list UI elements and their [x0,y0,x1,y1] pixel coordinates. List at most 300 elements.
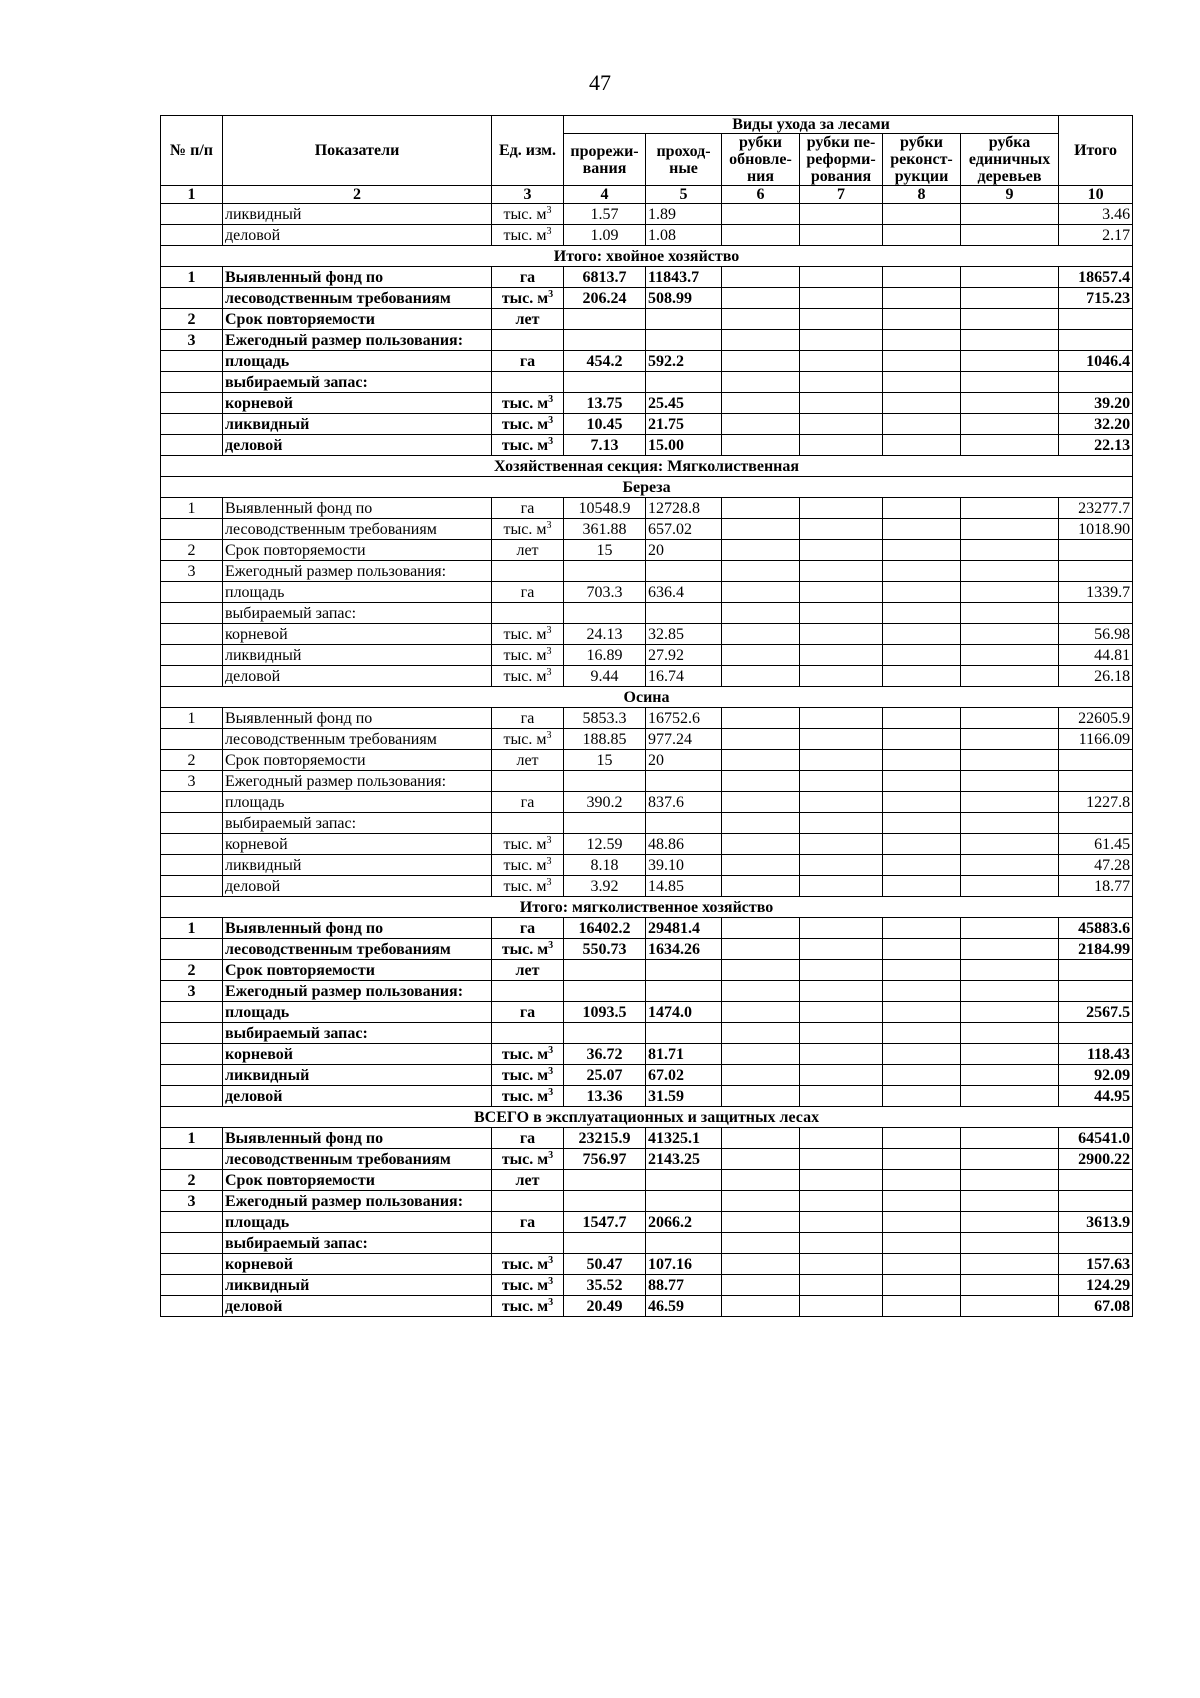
header-unit: Ед. изм. [492,116,564,186]
cell-unit: га [492,1002,564,1023]
cell-unit: тыс. $м^3$ [492,1044,564,1065]
cell-indicator: ликвидный [223,1275,492,1296]
cell-num [161,666,223,687]
cell-num: 1 [161,708,223,729]
cell-passage: 16752.6 [646,708,722,729]
cell-reconstruction [883,561,961,582]
cell-reformation [800,1254,883,1275]
cell-reformation [800,204,883,225]
cell-passage [646,1170,722,1191]
cell-renewal [722,624,800,645]
cell-renewal [722,855,800,876]
cell-reformation [800,435,883,456]
cell-unit [492,603,564,624]
cell-thinning: 361.88 [564,519,646,540]
cell-renewal [722,540,800,561]
cell-passage: 1474.0 [646,1002,722,1023]
cell-renewal [722,918,800,939]
cell-reconstruction [883,918,961,939]
cell-renewal [722,372,800,393]
cell-num [161,603,223,624]
cell-reformation [800,225,883,246]
cell-renewal [722,603,800,624]
cell-renewal [722,582,800,603]
cell-reformation [800,267,883,288]
table-row [161,435,1133,456]
section-title: Итого: хвойное хозяйство [161,246,1133,267]
cell-thinning [564,1233,646,1254]
cell-passage: 2143.25 [646,1149,722,1170]
cell-passage [646,372,722,393]
cell-single-trees [961,939,1059,960]
table-row [161,981,1133,1002]
cell-reformation [800,372,883,393]
cell-single-trees [961,540,1059,561]
cell-unit: тыс. $м^3$ [492,666,564,687]
forest-care-table [160,115,1133,1317]
cell-thinning: 25.07 [564,1065,646,1086]
cell-unit: тыс. $м^3$ [492,855,564,876]
cell-num [161,792,223,813]
cell-reconstruction [883,1233,961,1254]
cell-reconstruction [883,603,961,624]
cell-reformation [800,1065,883,1086]
cell-passage: 48.86 [646,834,722,855]
cell-reformation [800,939,883,960]
cell-total: 18657.4 [1059,267,1133,288]
cell-num: 3 [161,561,223,582]
cell-single-trees [961,519,1059,540]
cell-indicator: выбираемый запас: [223,603,492,624]
cell-num [161,855,223,876]
cell-renewal [722,414,800,435]
cell-unit: га [492,1128,564,1149]
cell-total [1059,372,1133,393]
subsection-title: Береза [161,477,1133,498]
cell-thinning: 206.24 [564,288,646,309]
cell-passage: 20 [646,540,722,561]
cell-reconstruction [883,1128,961,1149]
cell-indicator: ликвидный [223,855,492,876]
cell-passage: 21.75 [646,414,722,435]
cell-reconstruction [883,498,961,519]
cell-reconstruction [883,519,961,540]
cell-indicator: ликвидный [223,204,492,225]
cell-indicator: ликвидный [223,414,492,435]
cell-passage: 32.85 [646,624,722,645]
cell-renewal [722,834,800,855]
cell-num: 2 [161,960,223,981]
cell-single-trees [961,393,1059,414]
cell-reconstruction [883,1002,961,1023]
cell-total [1059,1191,1133,1212]
cell-indicator: Ежегодный размер пользования: [223,330,492,351]
table-row [161,1233,1133,1254]
cell-unit: лет [492,1170,564,1191]
header-group: Виды ухода за лесами [564,116,1059,134]
table-row [161,1002,1133,1023]
cell-passage: 16.74 [646,666,722,687]
cell-unit: тыс. $м^3$ [492,834,564,855]
cell-unit: тыс. $м^3$ [492,1296,564,1317]
cell-reconstruction [883,435,961,456]
table-row [161,498,1133,519]
table-row [161,603,1133,624]
cell-indicator: Выявленный фонд по [223,1128,492,1149]
cell-single-trees [961,1191,1059,1212]
cell-single-trees [961,288,1059,309]
cell-renewal [722,561,800,582]
cell-passage: 508.99 [646,288,722,309]
section-title: Хозяйственная секция: Мягколиственная [161,456,1133,477]
cell-indicator: выбираемый запас: [223,813,492,834]
cell-single-trees [961,225,1059,246]
cell-indicator: лесоводственным требованиям [223,729,492,750]
table-row [161,1254,1133,1275]
table-row [161,540,1133,561]
cell-passage: 15.00 [646,435,722,456]
cell-reformation [800,792,883,813]
cell-renewal [722,1149,800,1170]
cell-renewal [722,351,800,372]
cell-unit [492,1023,564,1044]
cell-num [161,939,223,960]
cell-unit [492,1191,564,1212]
cell-reformation [800,603,883,624]
cell-reformation [800,834,883,855]
col-number: 1 [161,186,223,204]
cell-reconstruction [883,351,961,372]
cell-thinning: 20.49 [564,1296,646,1317]
cell-thinning: 390.2 [564,792,646,813]
page-number: 47 [589,70,611,95]
cell-passage [646,561,722,582]
cell-single-trees [961,624,1059,645]
cell-unit [492,771,564,792]
cell-total [1059,750,1133,771]
cell-reformation [800,393,883,414]
cell-thinning: 15 [564,540,646,561]
cell-thinning: 10548.9 [564,498,646,519]
cell-unit: тыс. $м^3$ [492,435,564,456]
cell-indicator: корневой [223,834,492,855]
cell-reformation [800,876,883,897]
cell-single-trees [961,813,1059,834]
cell-indicator: деловой [223,1296,492,1317]
table-row [161,645,1133,666]
cell-passage: 1.08 [646,225,722,246]
table-row [161,1023,1133,1044]
cell-reconstruction [883,1065,961,1086]
cell-passage: 837.6 [646,792,722,813]
cell-thinning [564,603,646,624]
table-row [161,918,1133,939]
cell-thinning: 8.18 [564,855,646,876]
table-row [161,582,1133,603]
cell-total [1059,1233,1133,1254]
cell-renewal [722,1128,800,1149]
cell-single-trees [961,204,1059,225]
section-row [161,246,1133,267]
cell-unit: тыс. $м^3$ [492,1065,564,1086]
cell-indicator: лесоводственным требованиям [223,939,492,960]
cell-renewal [722,288,800,309]
cell-total [1059,540,1133,561]
cell-reformation [800,1044,883,1065]
cell-passage [646,1191,722,1212]
cell-renewal [722,939,800,960]
table-row [161,792,1133,813]
cell-total: 45883.6 [1059,918,1133,939]
cell-total: 3613.9 [1059,1212,1133,1233]
cell-reformation [800,351,883,372]
header-num: № п/п [161,116,223,186]
table-body [161,204,1133,1317]
cell-indicator: Срок повторяемости [223,750,492,771]
cell-indicator: деловой [223,876,492,897]
cell-total: 23277.7 [1059,498,1133,519]
cell-thinning: 1547.7 [564,1212,646,1233]
col-number: 10 [1059,186,1133,204]
cell-single-trees [961,1044,1059,1065]
cell-indicator: Срок повторяемости [223,540,492,561]
cell-indicator: Ежегодный размер пользования: [223,981,492,1002]
cell-renewal [722,729,800,750]
cell-renewal [722,1044,800,1065]
cell-single-trees [961,372,1059,393]
cell-indicator: лесоводственным требованиям [223,1149,492,1170]
cell-unit: га [492,351,564,372]
cell-total: 32.20 [1059,414,1133,435]
col-number: 5 [646,186,722,204]
cell-thinning: 13.75 [564,393,646,414]
cell-renewal [722,813,800,834]
cell-total: 1339.7 [1059,582,1133,603]
cell-renewal [722,309,800,330]
header-indicator: Показатели [223,116,492,186]
cell-num [161,582,223,603]
subsection-row [161,687,1133,708]
cell-renewal [722,1212,800,1233]
cell-reconstruction [883,666,961,687]
cell-passage: 67.02 [646,1065,722,1086]
cell-single-trees [961,309,1059,330]
cell-thinning: 9.44 [564,666,646,687]
cell-thinning: 756.97 [564,1149,646,1170]
cell-single-trees [961,1254,1059,1275]
cell-thinning [564,813,646,834]
cell-reformation [800,729,883,750]
cell-total: 3.46 [1059,204,1133,225]
cell-unit: га [492,582,564,603]
cell-renewal [722,1086,800,1107]
cell-reconstruction [883,1254,961,1275]
cell-num: 1 [161,1128,223,1149]
cell-renewal [722,666,800,687]
cell-reformation [800,498,883,519]
section-row [161,897,1133,918]
cell-indicator: корневой [223,624,492,645]
cell-indicator: Ежегодный размер пользования: [223,1191,492,1212]
cell-passage: 88.77 [646,1275,722,1296]
cell-reconstruction [883,330,961,351]
cell-renewal [722,1254,800,1275]
cell-total [1059,603,1133,624]
cell-indicator: Ежегодный размер пользования: [223,561,492,582]
cell-num [161,204,223,225]
cell-reconstruction [883,771,961,792]
cell-single-trees [961,1002,1059,1023]
table-row [161,1296,1133,1317]
cell-num [161,393,223,414]
cell-single-trees [961,267,1059,288]
table-row [161,1086,1133,1107]
cell-indicator: Срок повторяемости [223,960,492,981]
cell-unit: тыс. $м^3$ [492,729,564,750]
cell-reconstruction [883,624,961,645]
cell-indicator: деловой [223,1086,492,1107]
cell-total: 157.63 [1059,1254,1133,1275]
cell-thinning [564,1191,646,1212]
cell-renewal [722,792,800,813]
cell-passage: 977.24 [646,729,722,750]
table-row [161,267,1133,288]
header-type-passage: проход-ные [646,134,722,186]
cell-indicator: Ежегодный размер пользования: [223,771,492,792]
cell-passage [646,1023,722,1044]
cell-renewal [722,267,800,288]
cell-thinning: 16.89 [564,645,646,666]
cell-total: 2900.22 [1059,1149,1133,1170]
cell-reformation [800,855,883,876]
cell-passage: 636.4 [646,582,722,603]
cell-reformation [800,624,883,645]
cell-thinning: 35.52 [564,1275,646,1296]
cell-indicator: Выявленный фонд по [223,267,492,288]
cell-thinning [564,309,646,330]
cell-reformation [800,1002,883,1023]
cell-total: 64541.0 [1059,1128,1133,1149]
cell-renewal [722,1065,800,1086]
cell-reformation [800,918,883,939]
cell-single-trees [961,666,1059,687]
cell-total [1059,330,1133,351]
cell-total: 56.98 [1059,624,1133,645]
cell-total [1059,771,1133,792]
cell-unit: га [492,708,564,729]
cell-reformation [800,708,883,729]
cell-single-trees [961,414,1059,435]
cell-num [161,414,223,435]
cell-total [1059,813,1133,834]
cell-thinning [564,1023,646,1044]
cell-reformation [800,750,883,771]
cell-reconstruction [883,309,961,330]
cell-single-trees [961,918,1059,939]
cell-single-trees [961,981,1059,1002]
cell-reconstruction [883,729,961,750]
cell-single-trees [961,855,1059,876]
cell-indicator: Выявленный фонд по [223,708,492,729]
cell-single-trees [961,729,1059,750]
column-numbers-row [161,186,1133,204]
cell-passage [646,771,722,792]
table-row [161,393,1133,414]
cell-single-trees [961,1275,1059,1296]
cell-unit: тыс. $м^3$ [492,414,564,435]
table-row [161,834,1133,855]
cell-thinning: 1093.5 [564,1002,646,1023]
cell-thinning [564,981,646,1002]
cell-passage: 1634.26 [646,939,722,960]
cell-reformation [800,309,883,330]
cell-thinning: 3.92 [564,876,646,897]
cell-renewal [722,1296,800,1317]
cell-unit: тыс. $м^3$ [492,1275,564,1296]
cell-single-trees [961,330,1059,351]
cell-thinning: 188.85 [564,729,646,750]
cell-passage: 1.89 [646,204,722,225]
cell-renewal [722,708,800,729]
cell-unit: тыс. $м^3$ [492,519,564,540]
cell-thinning: 703.3 [564,582,646,603]
table-row [161,624,1133,645]
cell-unit: тыс. $м^3$ [492,393,564,414]
cell-renewal [722,645,800,666]
cell-num: 2 [161,309,223,330]
cell-indicator: Срок повторяемости [223,1170,492,1191]
cell-total [1059,1170,1133,1191]
cell-thinning: 7.13 [564,435,646,456]
cell-unit [492,981,564,1002]
table-row [161,855,1133,876]
cell-single-trees [961,1233,1059,1254]
cell-unit [492,561,564,582]
cell-reformation [800,582,883,603]
cell-reformation [800,1149,883,1170]
cell-num [161,813,223,834]
cell-thinning: 15 [564,750,646,771]
cell-num [161,645,223,666]
cell-total: 2567.5 [1059,1002,1133,1023]
cell-single-trees [961,1149,1059,1170]
cell-passage: 25.45 [646,393,722,414]
cell-total: 1227.8 [1059,792,1133,813]
cell-reformation [800,1191,883,1212]
cell-total: 118.43 [1059,1044,1133,1065]
cell-passage: 27.92 [646,645,722,666]
cell-passage: 12728.8 [646,498,722,519]
cell-unit: га [492,498,564,519]
cell-total [1059,1023,1133,1044]
cell-num [161,1254,223,1275]
cell-single-trees [961,603,1059,624]
cell-num [161,351,223,372]
cell-reconstruction [883,1170,961,1191]
cell-reconstruction [883,288,961,309]
cell-single-trees [961,1128,1059,1149]
cell-num [161,1086,223,1107]
cell-total: 61.45 [1059,834,1133,855]
cell-passage: 11843.7 [646,267,722,288]
cell-reformation [800,1128,883,1149]
table-row [161,561,1133,582]
cell-thinning: 5853.3 [564,708,646,729]
cell-reconstruction [883,1044,961,1065]
cell-total [1059,309,1133,330]
cell-num [161,1212,223,1233]
cell-num: 2 [161,1170,223,1191]
